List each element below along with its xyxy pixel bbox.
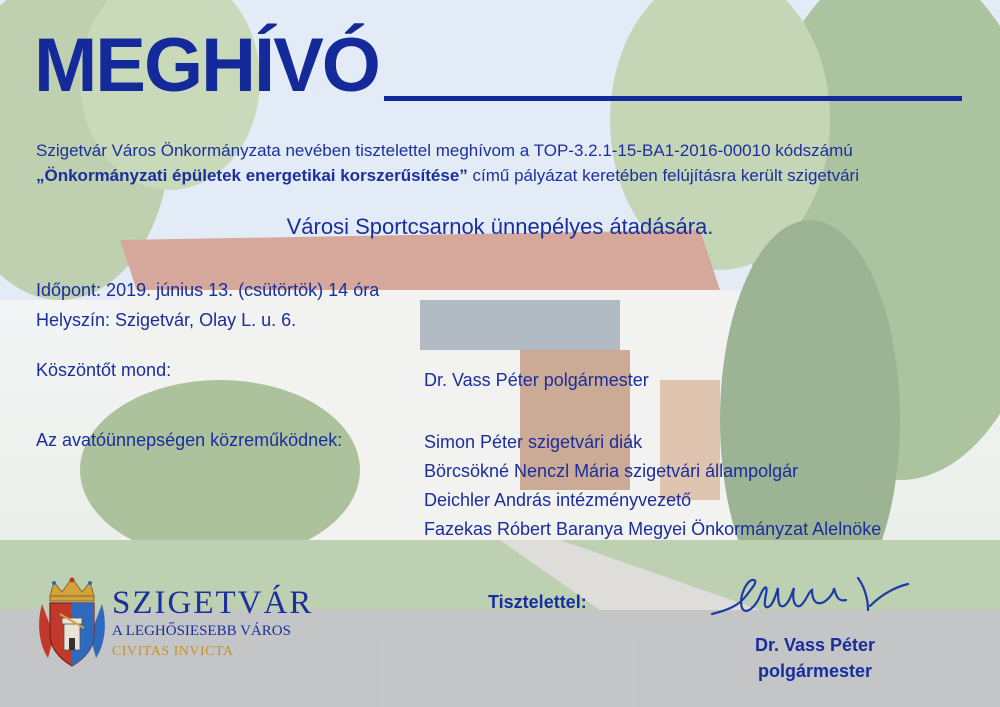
greeting-label: Köszöntőt mond: [36,360,172,380]
city-name: SZIGETVÁR [112,585,314,621]
coat-of-arms-icon [36,576,108,668]
intro-line-2: című pályázat keretében felújításra került szigetvári [467,166,859,185]
list-item: Deichler András intézményvezető [424,490,692,510]
city-tagline: A LEGHŐSIESEBB VÁROS [112,623,291,639]
contributors-list [424,428,881,544]
title-underline [384,96,962,101]
event-time: Időpont: 2019. június 13. (csütörtök) 14 óra [36,280,380,300]
signer-role: polgármester [757,661,873,681]
greeting-person: Dr. Vass Péter polgármester [424,370,649,390]
event-place: Helyszín: Szigetvár, Olay L. u. 6. [36,310,297,330]
intro-line-1: Szigetvár Város Önkormányzata nevében tisztelettel meghívom a TOP-3.2.1-15-BA1-2016-00010 kódszámú [36,141,853,160]
invitation-title: MEGHÍVÓ [34,23,379,108]
list-item: Börcsökné Nenczl Mária szigetvári állampolgár [424,461,799,481]
signer-block [720,632,910,684]
contributors-label: Az avatóünnepségen közreműködnek: [36,430,343,450]
intro-paragraph [36,138,976,188]
city-motto: CIVITAS INVICTA [112,644,234,659]
project-name: „Önkormányzati épületek energetikai korszerűsítése” [36,166,468,185]
list-item: Simon Péter szigetvári diák [424,432,643,452]
signature-image [708,566,918,626]
closing-greeting: Tisztelettel: [488,592,587,612]
event-headline: Városi Sportcsarnok ünnepélyes átadására. [286,214,714,239]
signer-name: Dr. Vass Péter [754,635,876,655]
list-item: Fazekas Róbert Baranya Megyei Önkormányzat Alelnöke [424,519,882,539]
